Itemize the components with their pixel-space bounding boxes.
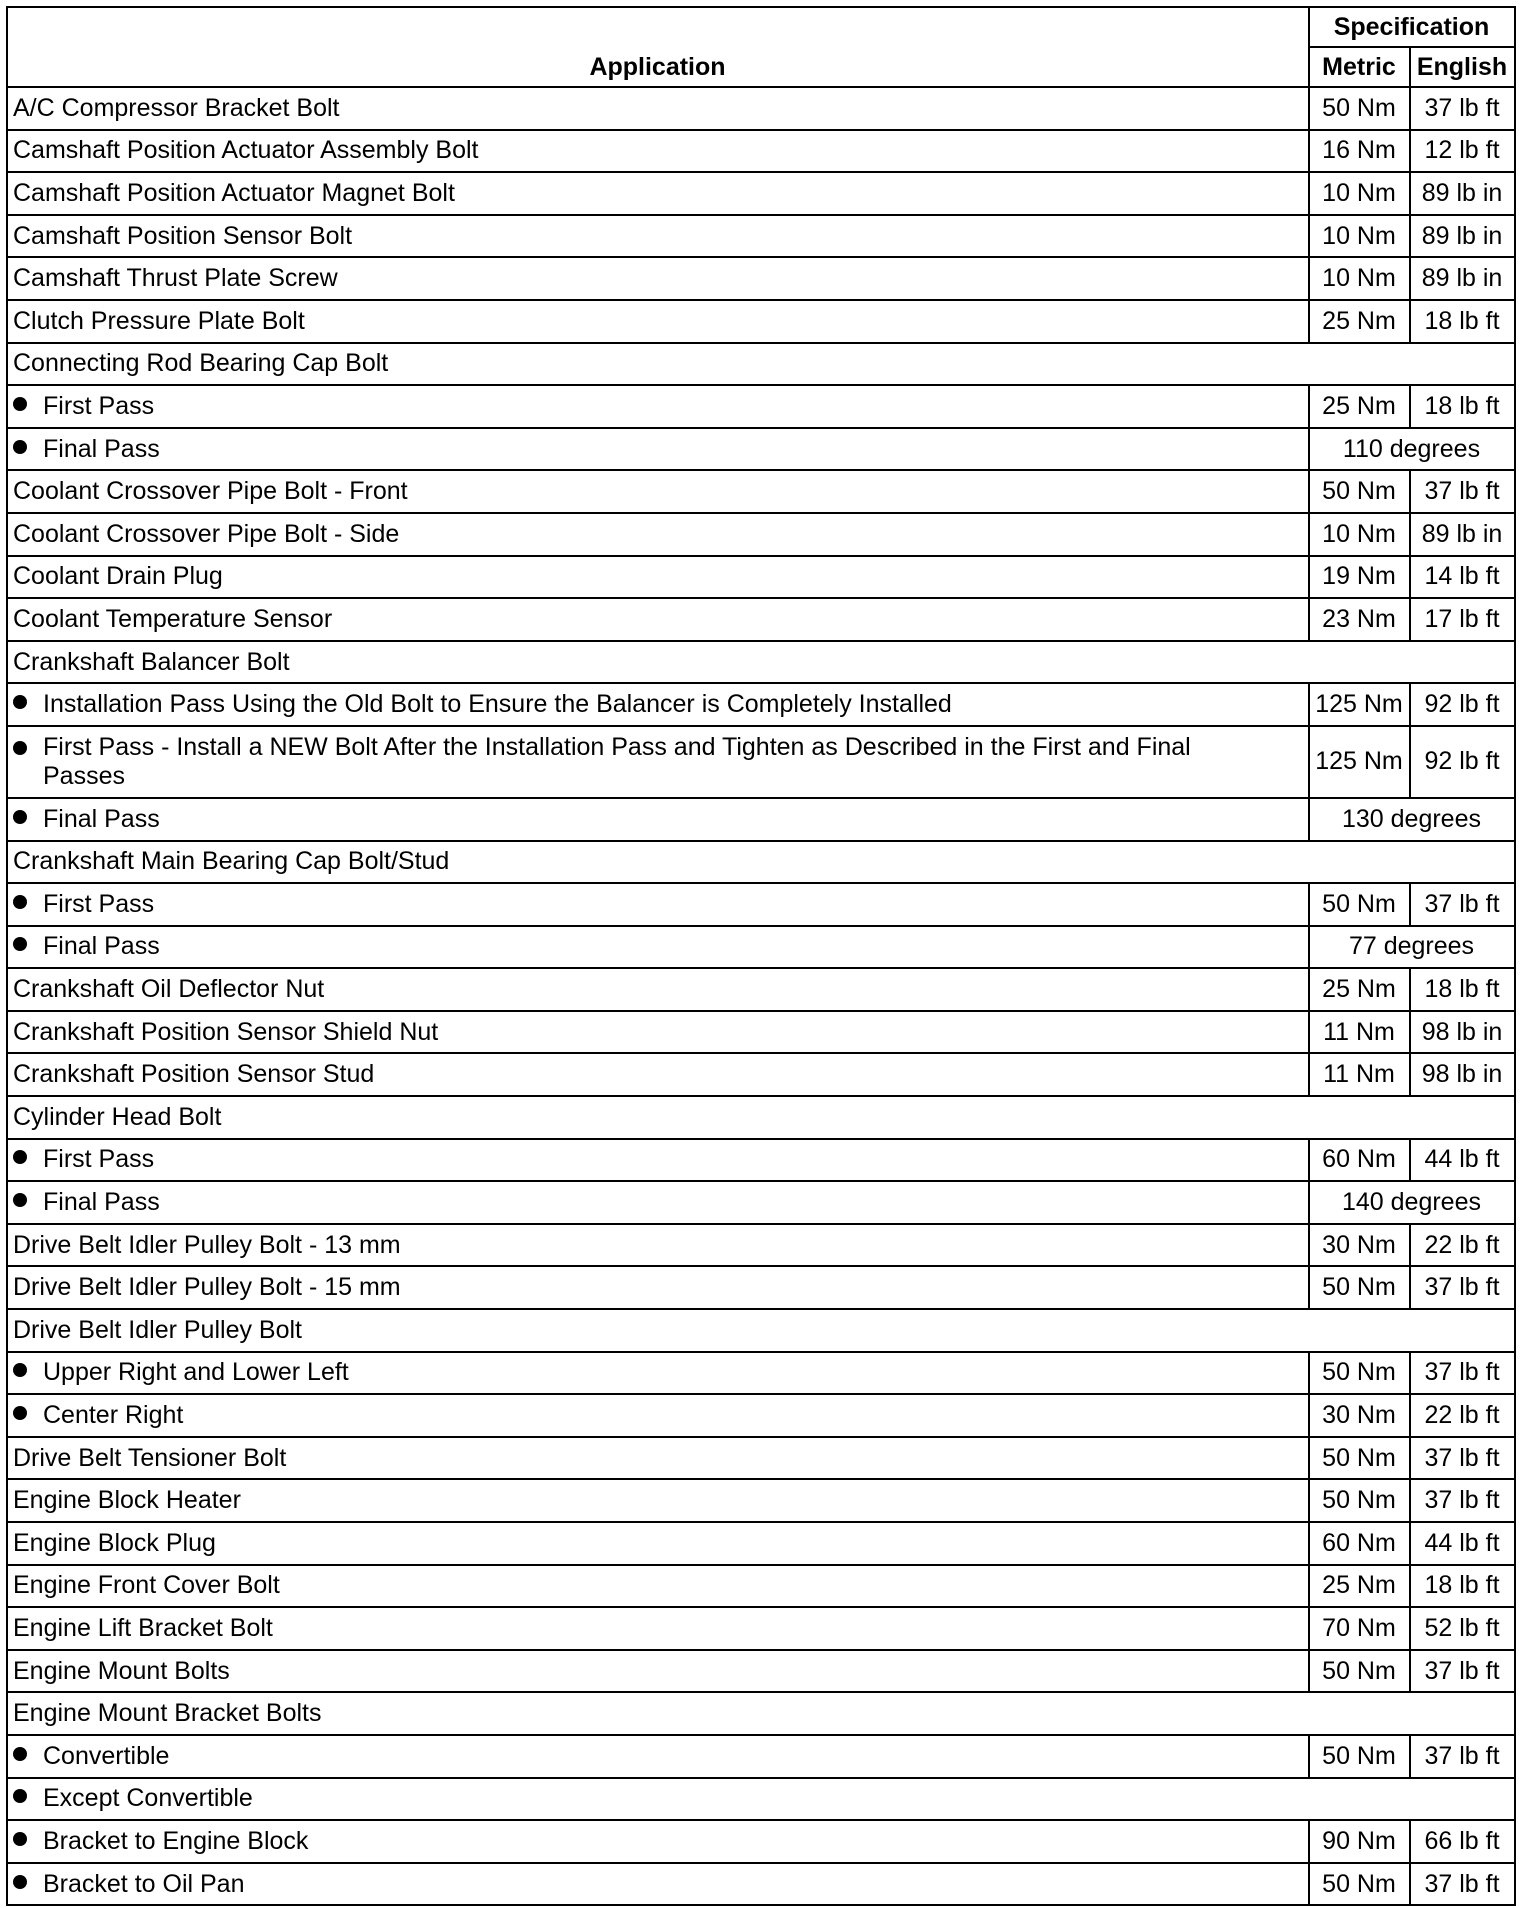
- metric-cell: 10 Nm: [1309, 513, 1410, 556]
- english-cell: 44 lb ft: [1410, 1522, 1515, 1565]
- application-cell: [7, 428, 1309, 471]
- table-row: [7, 1565, 1515, 1608]
- combined-spec-cell: 110 degrees: [1309, 428, 1515, 471]
- english-cell: 18 lb ft: [1410, 385, 1515, 428]
- table-row: [7, 1181, 1515, 1224]
- bullet-icon: [13, 1150, 27, 1164]
- table-row: [7, 726, 1515, 798]
- application-label: First Pass - Install a NEW Bolt After the Installation Pass and Tighten as Described in the First and Final Passes: [43, 732, 1191, 790]
- metric-cell: 50 Nm: [1309, 1735, 1410, 1778]
- table-row: [7, 798, 1515, 841]
- application-label: Installation Pass Using the Old Bolt to Ensure the Balancer is Completely Installed: [43, 690, 952, 719]
- application-label: First Pass: [43, 1145, 155, 1174]
- application-label: First Pass: [43, 889, 155, 918]
- table-row: [7, 1266, 1515, 1309]
- metric-cell: 10 Nm: [1309, 172, 1410, 215]
- application-cell: [7, 1863, 1309, 1906]
- application-label: Final Pass: [43, 434, 160, 463]
- application-cell: Camshaft Position Actuator Magnet Bolt: [7, 172, 1309, 215]
- table-row: [7, 1607, 1515, 1650]
- group-row: [7, 1778, 1515, 1821]
- english-cell: 37 lb ft: [1410, 1650, 1515, 1693]
- english-cell: 37 lb ft: [1410, 1437, 1515, 1480]
- metric-cell: 10 Nm: [1309, 257, 1410, 300]
- metric-cell: 125 Nm: [1309, 726, 1410, 798]
- metric-cell: 25 Nm: [1309, 385, 1410, 428]
- table-row: [7, 300, 1515, 343]
- table-row: [7, 683, 1515, 726]
- english-cell: 98 lb in: [1410, 1011, 1515, 1054]
- table-row: [7, 968, 1515, 1011]
- metric-cell: 50 Nm: [1309, 1863, 1410, 1906]
- bullet-icon: [13, 1747, 27, 1761]
- group-heading-cell: [7, 1778, 1515, 1821]
- english-cell: 14 lb ft: [1410, 556, 1515, 599]
- metric-cell: 70 Nm: [1309, 1607, 1410, 1650]
- metric-header: Metric: [1309, 47, 1410, 87]
- english-cell: 52 lb ft: [1410, 1607, 1515, 1650]
- table-row: [7, 215, 1515, 258]
- english-cell: 37 lb ft: [1410, 1266, 1515, 1309]
- metric-cell: 50 Nm: [1309, 1479, 1410, 1522]
- english-cell: 89 lb in: [1410, 215, 1515, 258]
- bullet-icon: [13, 895, 27, 909]
- application-cell: Camshaft Position Actuator Assembly Bolt: [7, 130, 1309, 173]
- table-row: [7, 1437, 1515, 1480]
- metric-cell: 25 Nm: [1309, 1565, 1410, 1608]
- application-label: Final Pass: [43, 1188, 160, 1217]
- group-heading-cell: Crankshaft Balancer Bolt: [7, 641, 1515, 684]
- application-cell: [7, 883, 1309, 926]
- metric-cell: 50 Nm: [1309, 1437, 1410, 1480]
- application-label: Convertible: [43, 1741, 170, 1770]
- english-cell: 98 lb in: [1410, 1053, 1515, 1096]
- application-cell: Drive Belt Idler Pulley Bolt - 15 mm: [7, 1266, 1309, 1309]
- table-row: [7, 1053, 1515, 1096]
- english-cell: 37 lb ft: [1410, 87, 1515, 130]
- english-header: English: [1410, 47, 1515, 87]
- english-cell: 37 lb ft: [1410, 1863, 1515, 1906]
- metric-cell: 50 Nm: [1309, 1650, 1410, 1693]
- metric-cell: 50 Nm: [1309, 470, 1410, 513]
- bullet-icon: [13, 1832, 27, 1846]
- table-row: [7, 1011, 1515, 1054]
- application-cell: Camshaft Thrust Plate Screw: [7, 257, 1309, 300]
- group-heading-cell: Connecting Rod Bearing Cap Bolt: [7, 343, 1515, 386]
- metric-cell: 11 Nm: [1309, 1053, 1410, 1096]
- torque-spec-table: [6, 6, 1516, 1906]
- bullet-icon: [13, 1789, 27, 1803]
- application-cell: [7, 798, 1309, 841]
- application-cell: [7, 1352, 1309, 1395]
- application-label: Bracket to Engine Block: [43, 1826, 309, 1855]
- metric-cell: 30 Nm: [1309, 1394, 1410, 1437]
- bullet-icon: [13, 810, 27, 824]
- group-row: [7, 841, 1515, 884]
- application-cell: [7, 1139, 1309, 1182]
- metric-cell: 50 Nm: [1309, 1266, 1410, 1309]
- group-heading-cell: Engine Mount Bracket Bolts: [7, 1692, 1515, 1735]
- english-cell: 66 lb ft: [1410, 1820, 1515, 1863]
- english-cell: 44 lb ft: [1410, 1139, 1515, 1182]
- application-cell: Crankshaft Position Sensor Shield Nut: [7, 1011, 1309, 1054]
- english-cell: 22 lb ft: [1410, 1394, 1515, 1437]
- table-row: [7, 470, 1515, 513]
- metric-cell: 25 Nm: [1309, 300, 1410, 343]
- application-cell: [7, 385, 1309, 428]
- application-label: Final Pass: [43, 932, 160, 961]
- application-cell: Engine Front Cover Bolt: [7, 1565, 1309, 1608]
- combined-spec-cell: 140 degrees: [1309, 1181, 1515, 1224]
- application-label: Bracket to Oil Pan: [43, 1869, 245, 1898]
- group-heading-cell: Cylinder Head Bolt: [7, 1096, 1515, 1139]
- bullet-icon: [13, 440, 27, 454]
- application-cell: Engine Mount Bolts: [7, 1650, 1309, 1693]
- application-cell: Crankshaft Oil Deflector Nut: [7, 968, 1309, 1011]
- application-cell: Coolant Temperature Sensor: [7, 598, 1309, 641]
- application-cell: Drive Belt Idler Pulley Bolt - 13 mm: [7, 1224, 1309, 1267]
- metric-cell: 50 Nm: [1309, 1352, 1410, 1395]
- application-cell: [7, 1394, 1309, 1437]
- metric-cell: 50 Nm: [1309, 883, 1410, 926]
- english-cell: 89 lb in: [1410, 172, 1515, 215]
- group-heading-cell: Crankshaft Main Bearing Cap Bolt/Stud: [7, 841, 1515, 884]
- metric-cell: 125 Nm: [1309, 683, 1410, 726]
- group-row: [7, 1309, 1515, 1352]
- english-cell: 12 lb ft: [1410, 130, 1515, 173]
- group-row: [7, 343, 1515, 386]
- metric-cell: 60 Nm: [1309, 1522, 1410, 1565]
- english-cell: 37 lb ft: [1410, 1735, 1515, 1778]
- table-row: [7, 1394, 1515, 1437]
- bullet-icon: [13, 1875, 27, 1889]
- table-row: [7, 1139, 1515, 1182]
- bullet-icon: [13, 695, 27, 709]
- metric-cell: 50 Nm: [1309, 87, 1410, 130]
- metric-cell: 16 Nm: [1309, 130, 1410, 173]
- bullet-icon: [13, 741, 27, 755]
- combined-spec-cell: 130 degrees: [1309, 798, 1515, 841]
- english-cell: 17 lb ft: [1410, 598, 1515, 641]
- bullet-icon: [13, 1363, 27, 1377]
- application-cell: [7, 926, 1309, 969]
- english-cell: 92 lb ft: [1410, 726, 1515, 798]
- application-cell: Coolant Crossover Pipe Bolt - Front: [7, 470, 1309, 513]
- application-cell: Drive Belt Tensioner Bolt: [7, 1437, 1309, 1480]
- bullet-icon: [13, 937, 27, 951]
- application-cell: [7, 1735, 1309, 1778]
- english-cell: 18 lb ft: [1410, 968, 1515, 1011]
- table-row: [7, 598, 1515, 641]
- english-cell: 18 lb ft: [1410, 300, 1515, 343]
- english-cell: 37 lb ft: [1410, 1479, 1515, 1522]
- group-row: [7, 641, 1515, 684]
- table-row: [7, 1352, 1515, 1395]
- application-cell: Engine Lift Bracket Bolt: [7, 1607, 1309, 1650]
- table-row: [7, 1735, 1515, 1778]
- table-row: [7, 513, 1515, 556]
- application-header: Application: [7, 7, 1309, 87]
- english-cell: 92 lb ft: [1410, 683, 1515, 726]
- metric-cell: 19 Nm: [1309, 556, 1410, 599]
- english-cell: 18 lb ft: [1410, 1565, 1515, 1608]
- application-cell: [7, 726, 1309, 798]
- metric-cell: 23 Nm: [1309, 598, 1410, 641]
- application-cell: Engine Block Heater: [7, 1479, 1309, 1522]
- group-row: [7, 1692, 1515, 1735]
- application-cell: Crankshaft Position Sensor Stud: [7, 1053, 1309, 1096]
- metric-cell: 25 Nm: [1309, 968, 1410, 1011]
- metric-cell: 60 Nm: [1309, 1139, 1410, 1182]
- application-label: Except Convertible: [43, 1784, 253, 1813]
- metric-cell: 10 Nm: [1309, 215, 1410, 258]
- application-cell: [7, 683, 1309, 726]
- bullet-icon: [13, 1406, 27, 1420]
- table-row: [7, 1479, 1515, 1522]
- table-row: [7, 172, 1515, 215]
- table-row: [7, 926, 1515, 969]
- table-row: [7, 87, 1515, 130]
- metric-cell: 11 Nm: [1309, 1011, 1410, 1054]
- table-row: [7, 556, 1515, 599]
- english-cell: 37 lb ft: [1410, 470, 1515, 513]
- application-cell: [7, 1181, 1309, 1224]
- application-label: Center Right: [43, 1401, 184, 1430]
- bullet-icon: [13, 1193, 27, 1207]
- table-row: [7, 1522, 1515, 1565]
- table-row: [7, 428, 1515, 471]
- combined-spec-cell: 77 degrees: [1309, 926, 1515, 969]
- application-label: First Pass: [43, 391, 155, 420]
- english-cell: 37 lb ft: [1410, 1352, 1515, 1395]
- metric-cell: 30 Nm: [1309, 1224, 1410, 1267]
- english-cell: 37 lb ft: [1410, 883, 1515, 926]
- table-row: [7, 1863, 1515, 1906]
- group-row: [7, 1096, 1515, 1139]
- table-row: [7, 1650, 1515, 1693]
- english-cell: 89 lb in: [1410, 257, 1515, 300]
- metric-cell: 90 Nm: [1309, 1820, 1410, 1863]
- application-cell: [7, 1820, 1309, 1863]
- specification-header: Specification: [1309, 7, 1515, 47]
- table-row: [7, 1224, 1515, 1267]
- english-cell: 22 lb ft: [1410, 1224, 1515, 1267]
- application-cell: Coolant Drain Plug: [7, 556, 1309, 599]
- bullet-icon: [13, 397, 27, 411]
- application-label: Final Pass: [43, 804, 160, 833]
- group-heading-cell: Drive Belt Idler Pulley Bolt: [7, 1309, 1515, 1352]
- table-row: [7, 883, 1515, 926]
- application-cell: Coolant Crossover Pipe Bolt - Side: [7, 513, 1309, 556]
- application-cell: A/C Compressor Bracket Bolt: [7, 87, 1309, 130]
- application-label: Upper Right and Lower Left: [43, 1358, 349, 1387]
- application-cell: Engine Block Plug: [7, 1522, 1309, 1565]
- table-row: [7, 385, 1515, 428]
- application-cell: Clutch Pressure Plate Bolt: [7, 300, 1309, 343]
- table-row: [7, 1820, 1515, 1863]
- application-cell: Camshaft Position Sensor Bolt: [7, 215, 1309, 258]
- english-cell: 89 lb in: [1410, 513, 1515, 556]
- table-row: [7, 257, 1515, 300]
- table-row: [7, 130, 1515, 173]
